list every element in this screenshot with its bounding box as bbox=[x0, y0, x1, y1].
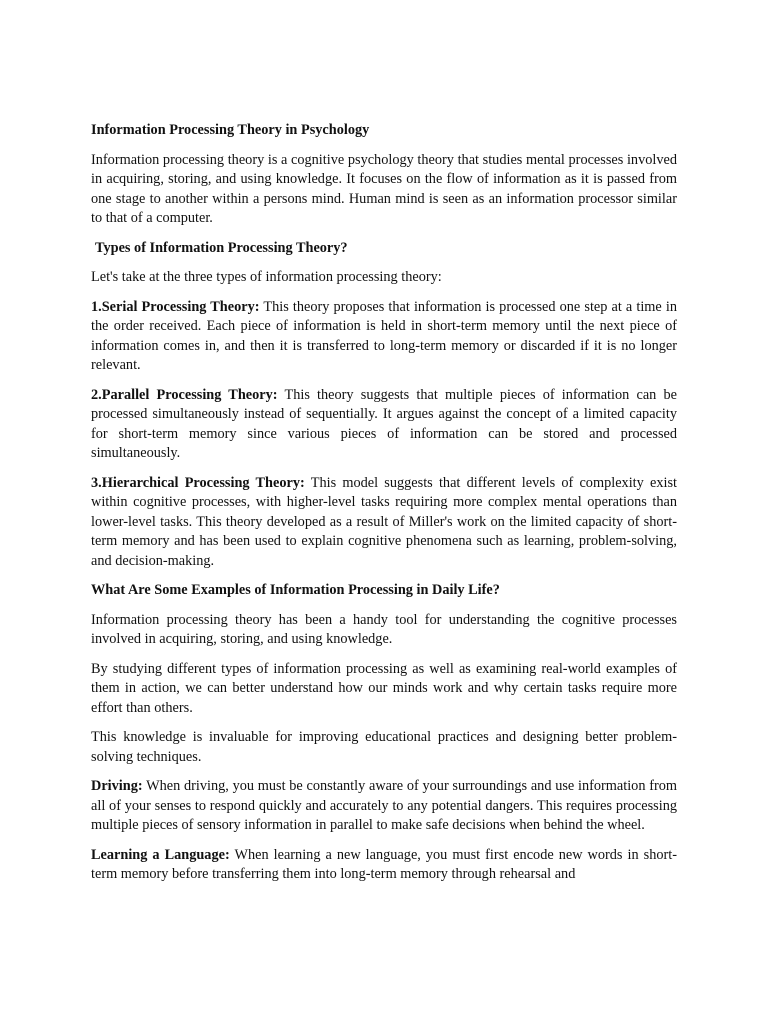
example-label: Driving: bbox=[91, 778, 143, 794]
example-label: Learning a Language: bbox=[91, 846, 230, 863]
type-text: This theory proposes that information is processed one step at a time in the order received. Each piece of information is held in short-term memory until the next piece of information comes in, and then it is transferred to long-term memory or discarded if it is no longer relevant. bbox=[91, 298, 677, 373]
type-text: This model suggests that different levels of complexity exist within cognitive processes, with higher-level tasks requiring more complex mental operations than lower-level tasks. This theory developed as a result of Miller's work on the limited capacity of short-term memory and has been used to explain cognitive phenomena such as learning, problem-solving, and decision-making. bbox=[91, 474, 677, 569]
examples-heading: What Are Some Examples of Information Processing in Daily Life? bbox=[91, 582, 500, 598]
examples-paragraph: By studying different types of information processing as well as examining real-world examples of them in action, we can better understand how our minds work and why certain tasks require more effort than others. bbox=[91, 660, 677, 716]
type-text: This theory suggests that multiple pieces of information can be processed simultaneously instead of sequentially. It argues against the concept of a limited capacity for short-term memory since various pieces of information can be stored and processed simultaneously. bbox=[91, 386, 677, 461]
type-paragraph-hierarchical bbox=[91, 474, 677, 572]
intro-paragraph: Information processing theory is a cognitive psychology theory that studies mental processes involved in acquiring, storing, and using knowledge. It focuses on the flow of information as it is passed from one stage to another within a persons mind. Human mind is seen as an information processor similar to that of a computer. bbox=[91, 151, 677, 226]
type-label: 2.Parallel Processing Theory: bbox=[91, 386, 278, 403]
document-page bbox=[91, 121, 677, 895]
types-intro-paragraph: Let's take at the three types of information processing theory: bbox=[91, 269, 442, 285]
type-label: 3.Hierarchical Processing Theory: bbox=[91, 474, 305, 491]
type-paragraph-serial bbox=[91, 298, 677, 376]
document-title: Information Processing Theory in Psychology bbox=[91, 122, 370, 138]
example-text: When driving, you must be constantly aware of your surroundings and use information from all of your senses to respond quickly and accurately to any potential dangers. This requires processing multiple pieces of sensory information in parallel to make safe decisions when behind the wheel. bbox=[91, 778, 677, 833]
types-heading: Types of Information Processing Theory? bbox=[95, 239, 348, 256]
type-paragraph-parallel bbox=[91, 386, 677, 464]
type-label: 1.Serial Processing Theory: bbox=[91, 298, 260, 315]
example-paragraph-driving bbox=[91, 777, 677, 836]
example-text: When learning a new language, you must first encode new words in short-term memory before transferring them into long-term memory through rehearsal and bbox=[91, 846, 677, 882]
examples-paragraph: This knowledge is invaluable for improving educational practices and designing better problem-solving techniques. bbox=[91, 729, 677, 765]
examples-paragraph: Information processing theory has been a handy tool for understanding the cognitive processes involved in acquiring, storing, and using knowledge. bbox=[91, 611, 677, 647]
example-paragraph-language bbox=[91, 846, 677, 885]
